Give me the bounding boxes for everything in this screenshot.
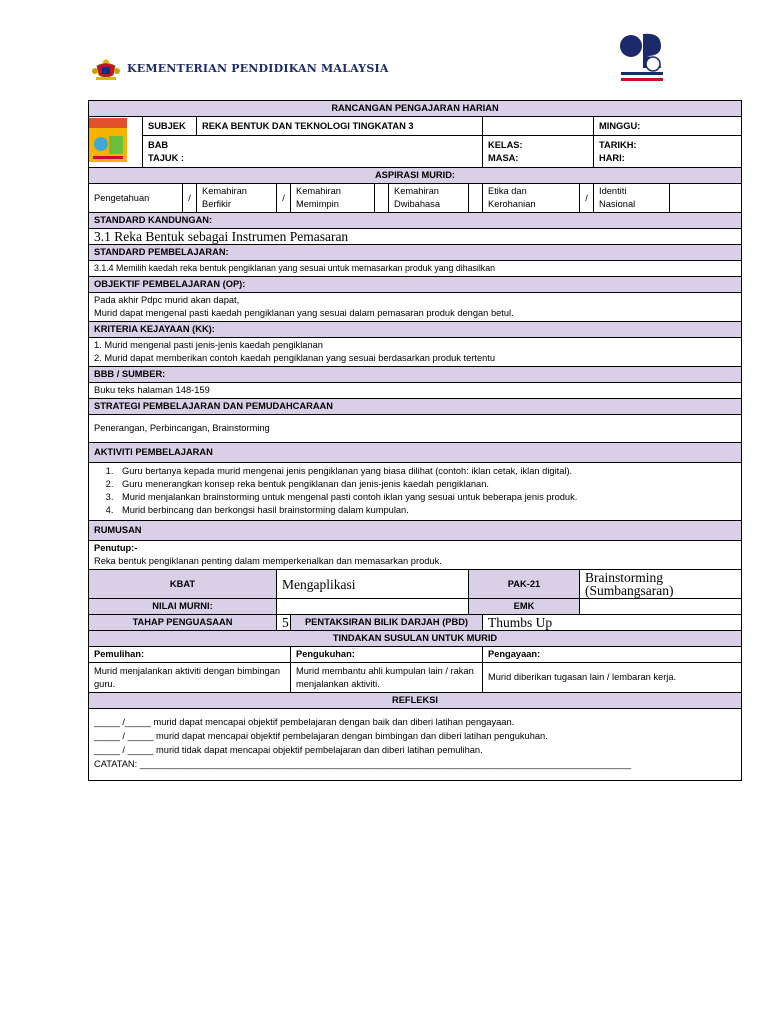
aspirasi-header: ASPIRASI MURID:	[89, 168, 742, 184]
aspirasi-mark	[469, 184, 483, 213]
aspirasi-mark: /	[183, 184, 197, 213]
lesson-plan-document	[88, 100, 741, 781]
aspirasi-item: Pengetahuan	[89, 184, 183, 213]
pemulihan-value: Murid menjalankan aktiviti dengan bimbingan guru.	[89, 663, 291, 693]
tajuk-label: TAJUK :	[148, 152, 184, 163]
pengukuhan-value: Murid membantu ahli kumpulan lain / rakan menjalankan aktiviti.	[291, 663, 483, 693]
minggu-label: MINGGU:	[594, 117, 742, 136]
bab-label: BAB	[148, 139, 169, 150]
bbb-value: Buku teks halaman 148-159	[89, 383, 742, 399]
textbook-cover-icon	[89, 118, 127, 162]
aspirasi-mark	[670, 184, 742, 213]
aktiviti-item: 1. Guru bertanya kepada murid mengenai jenis pengiklanan yang biasa dilihat (contoh: iklan cetak, iklan digital).	[116, 465, 736, 478]
aspirasi-mark	[375, 184, 389, 213]
tahap-penguasaan-value: 5	[277, 615, 291, 631]
standard-kandungan-value: 3.1 Reka Bentuk sebagai Instrumen Pemasaran	[89, 229, 742, 245]
refleksi-line: _____ /_____ murid dapat mencapai objektif pembelajaran dengan baik dan diberi latihan pengayaan.	[94, 717, 515, 727]
penutup-label: Penutup:-	[94, 543, 138, 553]
aspirasi-item: Kemahiran Memimpin	[291, 184, 375, 213]
pengayaan-value: Murid diberikan tugasan lain / lembaran kerja.	[483, 663, 742, 693]
standard-pembelajaran-header: STANDARD PEMBELAJARAN:	[89, 245, 742, 261]
rumusan-value	[89, 541, 742, 570]
objektif-value	[89, 293, 742, 322]
tahap-penguasaan-label: TAHAP PENGUASAAN	[89, 615, 277, 631]
aktiviti-item: 3. Murid menjalankan brainstorming untuk mengenal pasti contoh iklan yang sesuai untuk beberapa jenis produk.	[116, 491, 736, 504]
objektif-line: Murid dapat mengenal pasti kaedah pengiklanan yang sesuai dalam pemasaran produk dengan betul.	[94, 308, 514, 318]
objektif-header: OBJEKTIF PEMBELAJARAN (OP):	[89, 277, 742, 293]
catatan-line: CATATAN: _______________________________________________________________________________________________	[94, 759, 631, 769]
standard-pembelajaran-value: 3.1.4 Memilih kaedah reka bentuk pengiklanan yang sesuai untuk memasarkan produk yang dihasilkan	[89, 261, 742, 277]
pemulihan-label: Pemulihan:	[89, 647, 291, 663]
strategi-value: Penerangan, Perbincangan, Brainstorming	[89, 415, 742, 443]
tarikh-hari-cell	[594, 136, 742, 168]
refleksi-line: _____ / _____ murid tidak dapat mencapai objektif pembelajaran dan diberi latihan pemulihan.	[94, 745, 483, 755]
rumusan-header: RUMUSAN	[89, 521, 742, 541]
aspirasi-item: Identiti Nasional	[594, 184, 670, 213]
aspirasi-mark: /	[580, 184, 594, 213]
kriteria-value	[89, 338, 742, 367]
kbat-value: Mengaplikasi	[277, 570, 469, 599]
pbd-label: PENTAKSIRAN BILIK DARJAH (PBD)	[291, 615, 483, 631]
aktiviti-list-cell	[89, 463, 742, 521]
page-header	[0, 0, 768, 95]
aktiviti-list	[94, 465, 736, 517]
pengukuhan-label: Pengukuhan:	[291, 647, 483, 663]
kelas-masa-cell	[483, 136, 594, 168]
pak21-label: PAK-21	[469, 570, 580, 599]
tarikh-label: TARIKH:	[599, 139, 637, 150]
tindakan-header: TINDAKAN SUSULAN UNTUK MURID	[89, 631, 742, 647]
jata-negara-crest-icon	[91, 57, 121, 81]
masa-label: MASA:	[488, 152, 519, 163]
penutup-value: Reka bentuk pengiklanan penting dalam memperkenalkan dan memasarkan produk.	[94, 556, 442, 566]
emk-value	[580, 599, 742, 615]
pbd-value: Thumbs Up	[483, 615, 742, 631]
refleksi-line: _____ / _____ murid dapat mencapai objektif pembelajaran dengan bimbingan dan diberi latihan pengukuhan.	[94, 731, 548, 741]
lesson-plan-table	[88, 100, 742, 781]
objektif-line: Pada akhir Pdpc murid akan dapat,	[94, 295, 240, 305]
bbb-header: BBB / SUMBER:	[89, 367, 742, 383]
kelas-label: KELAS:	[488, 139, 523, 150]
hari-label: HARI:	[599, 152, 625, 163]
nilai-murni-value	[277, 599, 469, 615]
kriteria-header: KRITERIA KEJAYAAN (KK):	[89, 322, 742, 338]
kbat-label: KBAT	[89, 570, 277, 599]
pengayaan-label: Pengayaan:	[483, 647, 742, 663]
anniversary-logo-icon	[617, 26, 667, 84]
aktiviti-item: 4. Murid berbincang dan berkongsi hasil brainstorming dalam kumpulan.	[116, 504, 736, 517]
pak21-value: Brainstorming (Sumbangsaran)	[580, 570, 742, 599]
subjek-filler	[483, 117, 594, 136]
kriteria-line: 1. Murid mengenal pasti jenis-jenis kaedah pengiklanan	[94, 340, 323, 350]
subjek-label: SUBJEK	[143, 117, 197, 136]
emk-label: EMK	[469, 599, 580, 615]
kriteria-line: 2. Murid dapat memberikan contoh kaedah pengiklanan yang sesuai berdasarkan produk tertentu	[94, 353, 496, 363]
bab-tajuk-cell	[143, 136, 483, 168]
aspirasi-mark: /	[277, 184, 291, 213]
aspirasi-item: Etika dan Kerohanian	[483, 184, 580, 213]
strategi-header: STRATEGI PEMBELAJARAN DAN PEMUDAHCARAAN	[89, 399, 742, 415]
nilai-murni-label: NILAI MURNI:	[89, 599, 277, 615]
refleksi-header: REFLEKSI	[89, 693, 742, 709]
aktiviti-header: AKTIVITI PEMBELAJARAN	[89, 443, 742, 463]
subjek-value: REKA BENTUK DAN TEKNOLOGI TINGKATAN 3	[197, 117, 483, 136]
refleksi-value	[89, 709, 742, 781]
textbook-cover	[89, 117, 143, 168]
aspirasi-item: Kemahiran Dwibahasa	[389, 184, 469, 213]
standard-kandungan-header: STANDARD KANDUNGAN:	[89, 213, 742, 229]
ministry-name: KEMENTERIAN PENDIDIKAN MALAYSIA	[127, 62, 389, 75]
aspirasi-item: Kemahiran Berfikir	[197, 184, 277, 213]
plan-title: RANCANGAN PENGAJARAN HARIAN	[89, 101, 742, 117]
aktiviti-item: 2. Guru menerangkan konsep reka bentuk pengiklanan dan jenis-jenis kaedah pengiklanan.	[116, 478, 736, 491]
